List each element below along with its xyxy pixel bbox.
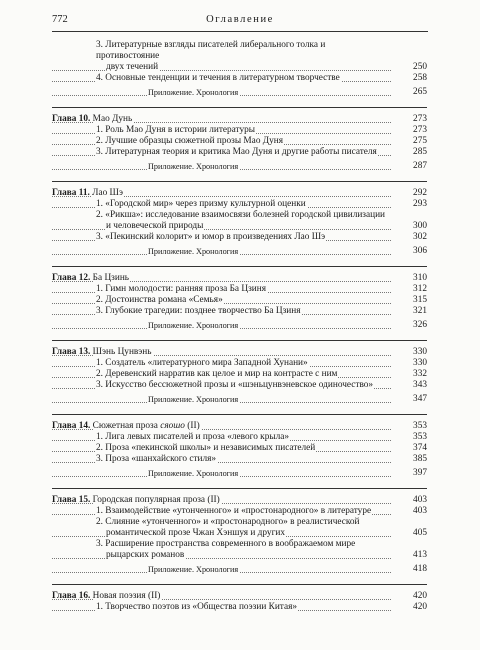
entry-text: Сюжетная проза сяошо (II) bbox=[92, 421, 200, 431]
toc-section-entry[interactable] bbox=[52, 284, 427, 295]
entry-text: 1. Роль Мао Дуня в истории литературы bbox=[96, 125, 256, 135]
page-header bbox=[52, 14, 428, 30]
page-ref: 420 bbox=[413, 591, 427, 601]
toc-section-entry[interactable] bbox=[52, 73, 427, 84]
entry-text: 3. Искусство бессюжетной прозы и «шэньцунвэневское одиночество» bbox=[96, 380, 374, 390]
page-ref: 418 bbox=[413, 564, 427, 574]
entry-text: 3. Литературные взгляды писателей либерального толка и противостояние bbox=[96, 40, 326, 61]
entry-text: 3. Проза «шанхайского стиля» bbox=[96, 454, 217, 464]
toc-section-entry[interactable] bbox=[52, 295, 427, 306]
page-number: 772 bbox=[52, 14, 68, 25]
entry-title bbox=[52, 125, 427, 136]
spacer bbox=[52, 575, 427, 579]
entry-text-continued bbox=[96, 550, 391, 561]
toc-appendix-entry[interactable] bbox=[52, 320, 427, 331]
entry-text: Приложение. Хронология bbox=[148, 565, 239, 574]
entry-text-continued bbox=[96, 62, 391, 73]
page-ref: 287 bbox=[413, 161, 427, 171]
page-ref: 397 bbox=[413, 468, 427, 478]
toc-appendix-entry[interactable] bbox=[52, 468, 427, 479]
page-ref: 330 bbox=[413, 358, 427, 368]
toc-chapter-entry[interactable] bbox=[52, 591, 427, 602]
entry-title bbox=[52, 380, 427, 391]
entry-text: 2. Достоинства романа «Семья» bbox=[96, 295, 223, 305]
page-ref: 310 bbox=[413, 273, 427, 283]
entry-title bbox=[52, 421, 427, 432]
chapter-divider bbox=[52, 181, 427, 182]
entry-title bbox=[52, 369, 427, 380]
entry-text: Приложение. Хронология bbox=[148, 247, 239, 256]
entry-title bbox=[52, 136, 427, 147]
toc-section-entry[interactable] bbox=[52, 369, 427, 380]
entry-title bbox=[52, 602, 427, 613]
chapter-divider bbox=[52, 488, 427, 489]
chapter-number: Глава 11. bbox=[52, 188, 93, 198]
entry-text: романтической прозе Чжан Хэншуя и других bbox=[106, 528, 286, 538]
page-ref: 403 bbox=[413, 495, 427, 505]
toc-section-entry[interactable] bbox=[52, 506, 427, 517]
entry-text: 1. «Городской мир» через призму культурной оценки bbox=[96, 199, 306, 209]
spacer bbox=[52, 405, 427, 409]
toc-section-entry[interactable] bbox=[52, 443, 427, 454]
toc-appendix-entry[interactable] bbox=[52, 161, 427, 172]
chapter-number: Глава 14. bbox=[52, 421, 93, 431]
entry-italic: сяошо bbox=[160, 421, 185, 431]
header-rule bbox=[52, 31, 428, 32]
toc-chapter-entry[interactable] bbox=[52, 114, 427, 125]
entry-text: 2. Лучшие образцы сюжетной прозы Мао Дуня bbox=[96, 136, 284, 146]
entry-text: Приложение. Хронология bbox=[148, 395, 239, 404]
entry-title bbox=[52, 539, 427, 561]
entry-title bbox=[52, 199, 427, 210]
chapter-number: Глава 10. bbox=[52, 114, 93, 124]
toc-section-entry[interactable] bbox=[52, 199, 427, 210]
toc-section-entry[interactable] bbox=[52, 432, 427, 443]
page-ref: 300 bbox=[413, 221, 427, 231]
toc-section-entry[interactable] bbox=[52, 232, 427, 243]
entry-title bbox=[52, 306, 427, 317]
toc-section-entry[interactable] bbox=[52, 539, 427, 561]
entry-text: 1. Взаимодействие «утонченного» и «простонародного» в литературе bbox=[96, 506, 372, 516]
entry-text: 1. Гимн молодости: ранняя проза Ба Цзиня bbox=[96, 284, 266, 294]
chapter-divider bbox=[52, 340, 427, 341]
entry-title bbox=[52, 87, 427, 98]
entry-title bbox=[52, 443, 427, 454]
chapter-divider bbox=[52, 107, 427, 108]
entry-text: 2. Слияние «утонченного» и «простонародного» в реалистической bbox=[96, 517, 360, 527]
chapter-number: Глава 16. bbox=[52, 591, 93, 601]
entry-text: Лао Шэ bbox=[92, 188, 123, 198]
entry-text: Новая поэзия (II) bbox=[92, 591, 161, 601]
entry-text: 4. Основные тенденции и течения в литературном творчестве bbox=[96, 73, 340, 83]
entry-title bbox=[52, 506, 427, 517]
page-ref: 385 bbox=[413, 454, 427, 464]
page-ref: 250 bbox=[413, 62, 427, 72]
chapter-divider bbox=[52, 414, 427, 415]
entry-title bbox=[52, 210, 427, 232]
entry-text: Приложение. Хронология bbox=[148, 162, 239, 171]
entry-text-continued bbox=[96, 528, 391, 539]
spacer bbox=[52, 98, 427, 102]
page-ref: 306 bbox=[413, 246, 427, 256]
page-ref: 273 bbox=[413, 125, 427, 135]
page-ref: 285 bbox=[413, 147, 427, 157]
page-ref: 265 bbox=[413, 87, 427, 97]
page-ref: 258 bbox=[413, 73, 427, 83]
entry-title bbox=[52, 40, 427, 73]
entry-text: 3. «Пекинский колорит» и юмор в произведениях Лао Шэ bbox=[96, 232, 326, 242]
toc-section-entry[interactable] bbox=[52, 210, 427, 232]
entry-title bbox=[52, 114, 427, 125]
entry-text: 3. Расширение пространства современного в воображаемом мире bbox=[96, 539, 356, 549]
entry-text: Приложение. Хронология bbox=[148, 469, 239, 478]
entry-text: 1. Создатель «литературного мира Западной Хунани» bbox=[96, 358, 308, 368]
toc-section-entry[interactable] bbox=[52, 517, 427, 539]
entry-title bbox=[52, 161, 427, 172]
entry-title bbox=[52, 73, 427, 84]
entry-title bbox=[52, 495, 427, 506]
entry-text: и человеческой природы bbox=[106, 221, 204, 231]
entry-text: 2. Деревенский нарратив как целое и мир на контрасте с ним bbox=[96, 369, 338, 379]
page-ref: 374 bbox=[413, 443, 427, 453]
page-ref: 332 bbox=[413, 369, 427, 379]
page-title: Оглавление bbox=[206, 14, 274, 25]
table-of-contents bbox=[52, 40, 427, 613]
toc-appendix-entry[interactable] bbox=[52, 246, 427, 257]
toc-section-entry[interactable] bbox=[52, 380, 427, 391]
page-ref: 343 bbox=[413, 380, 427, 390]
toc-section-entry[interactable] bbox=[52, 147, 427, 158]
page-ref: 413 bbox=[413, 550, 427, 560]
entry-title bbox=[52, 295, 427, 306]
chapter-number: Глава 12. bbox=[52, 273, 93, 283]
entry-text-continued bbox=[96, 221, 391, 232]
entry-text: 3. Глубокие трагедии: позднее творчество Ба Цзиня bbox=[96, 306, 301, 316]
page-ref: 330 bbox=[413, 347, 427, 357]
page-ref: 403 bbox=[413, 506, 427, 516]
toc-chapter-entry[interactable] bbox=[52, 347, 427, 358]
page-ref: 293 bbox=[413, 199, 427, 209]
toc-chapter-entry[interactable] bbox=[52, 273, 427, 284]
page-ref: 420 bbox=[413, 602, 427, 612]
toc-chapter-entry[interactable] bbox=[52, 495, 427, 506]
page-ref: 312 bbox=[413, 284, 427, 294]
entry-title bbox=[52, 591, 427, 602]
entry-title bbox=[52, 468, 427, 479]
toc-section-entry[interactable] bbox=[52, 306, 427, 317]
page-ref: 353 bbox=[413, 432, 427, 442]
page-ref: 273 bbox=[413, 114, 427, 124]
page-ref: 405 bbox=[413, 528, 427, 538]
toc-section-entry[interactable] bbox=[52, 136, 427, 147]
entry-title bbox=[52, 147, 427, 158]
entry-text: 2. Проза «пекинской школы» и независимых писателей bbox=[96, 443, 316, 453]
entry-text: Приложение. Хронология bbox=[148, 88, 239, 97]
entry-text: Мао Дунь bbox=[92, 114, 133, 124]
entry-text: 1. Лига левых писателей и проза «левого крыла» bbox=[96, 432, 290, 442]
entry-title bbox=[52, 394, 427, 405]
entry-title bbox=[52, 273, 427, 284]
entry-title bbox=[52, 517, 427, 539]
toc-section-entry[interactable] bbox=[52, 602, 427, 613]
chapter-divider bbox=[52, 584, 427, 585]
toc-appendix-entry[interactable] bbox=[52, 87, 427, 98]
entry-text: Городская популярная проза (II) bbox=[92, 495, 220, 505]
entry-title bbox=[52, 454, 427, 465]
toc-chapter-entry[interactable] bbox=[52, 188, 427, 199]
entry-text: рыцарских романов bbox=[106, 550, 185, 560]
entry-text: 1. Творчество поэтов из «Общества поэзии Китая» bbox=[96, 602, 298, 612]
entry-title bbox=[52, 564, 427, 575]
entry-title bbox=[52, 246, 427, 257]
entry-text: Шэнь Цунвэнь bbox=[92, 347, 152, 357]
entry-title bbox=[52, 347, 427, 358]
chapter-number: Глава 15. bbox=[52, 495, 93, 505]
entry-text: двух течений bbox=[106, 62, 159, 72]
spacer bbox=[52, 479, 427, 483]
entry-title bbox=[52, 284, 427, 295]
page-ref: 347 bbox=[413, 394, 427, 404]
entry-title bbox=[52, 188, 427, 199]
page-ref: 315 bbox=[413, 295, 427, 305]
toc-section-entry[interactable] bbox=[52, 125, 427, 136]
page-ref: 302 bbox=[413, 232, 427, 242]
page-ref: 326 bbox=[413, 320, 427, 330]
chapter-number: Глава 13. bbox=[52, 347, 93, 357]
spacer bbox=[52, 331, 427, 335]
entry-title bbox=[52, 432, 427, 443]
toc-section-entry[interactable] bbox=[52, 40, 427, 73]
page-ref: 275 bbox=[413, 136, 427, 146]
entry-text: 2. «Рикша»: исследование взаимосвязи болезней городской цивилизации bbox=[96, 210, 386, 220]
entry-title bbox=[52, 232, 427, 243]
spacer bbox=[52, 257, 427, 261]
toc-appendix-entry[interactable] bbox=[52, 564, 427, 575]
page-ref: 292 bbox=[413, 188, 427, 198]
toc-chapter-entry[interactable] bbox=[52, 421, 427, 432]
entry-title bbox=[52, 320, 427, 331]
page-ref: 321 bbox=[413, 306, 427, 316]
chapter-divider bbox=[52, 266, 427, 267]
page-ref: 353 bbox=[413, 421, 427, 431]
toc-appendix-entry[interactable] bbox=[52, 394, 427, 405]
entry-text: Ба Цзинь bbox=[92, 273, 130, 283]
entry-text: Приложение. Хронология bbox=[148, 321, 239, 330]
entry-title bbox=[52, 358, 427, 369]
entry-text: 3. Литературная теория и критика Мао Дуня и другие работы писателя bbox=[96, 147, 377, 157]
toc-section-entry[interactable] bbox=[52, 454, 427, 465]
spacer bbox=[52, 172, 427, 176]
toc-section-entry[interactable] bbox=[52, 358, 427, 369]
